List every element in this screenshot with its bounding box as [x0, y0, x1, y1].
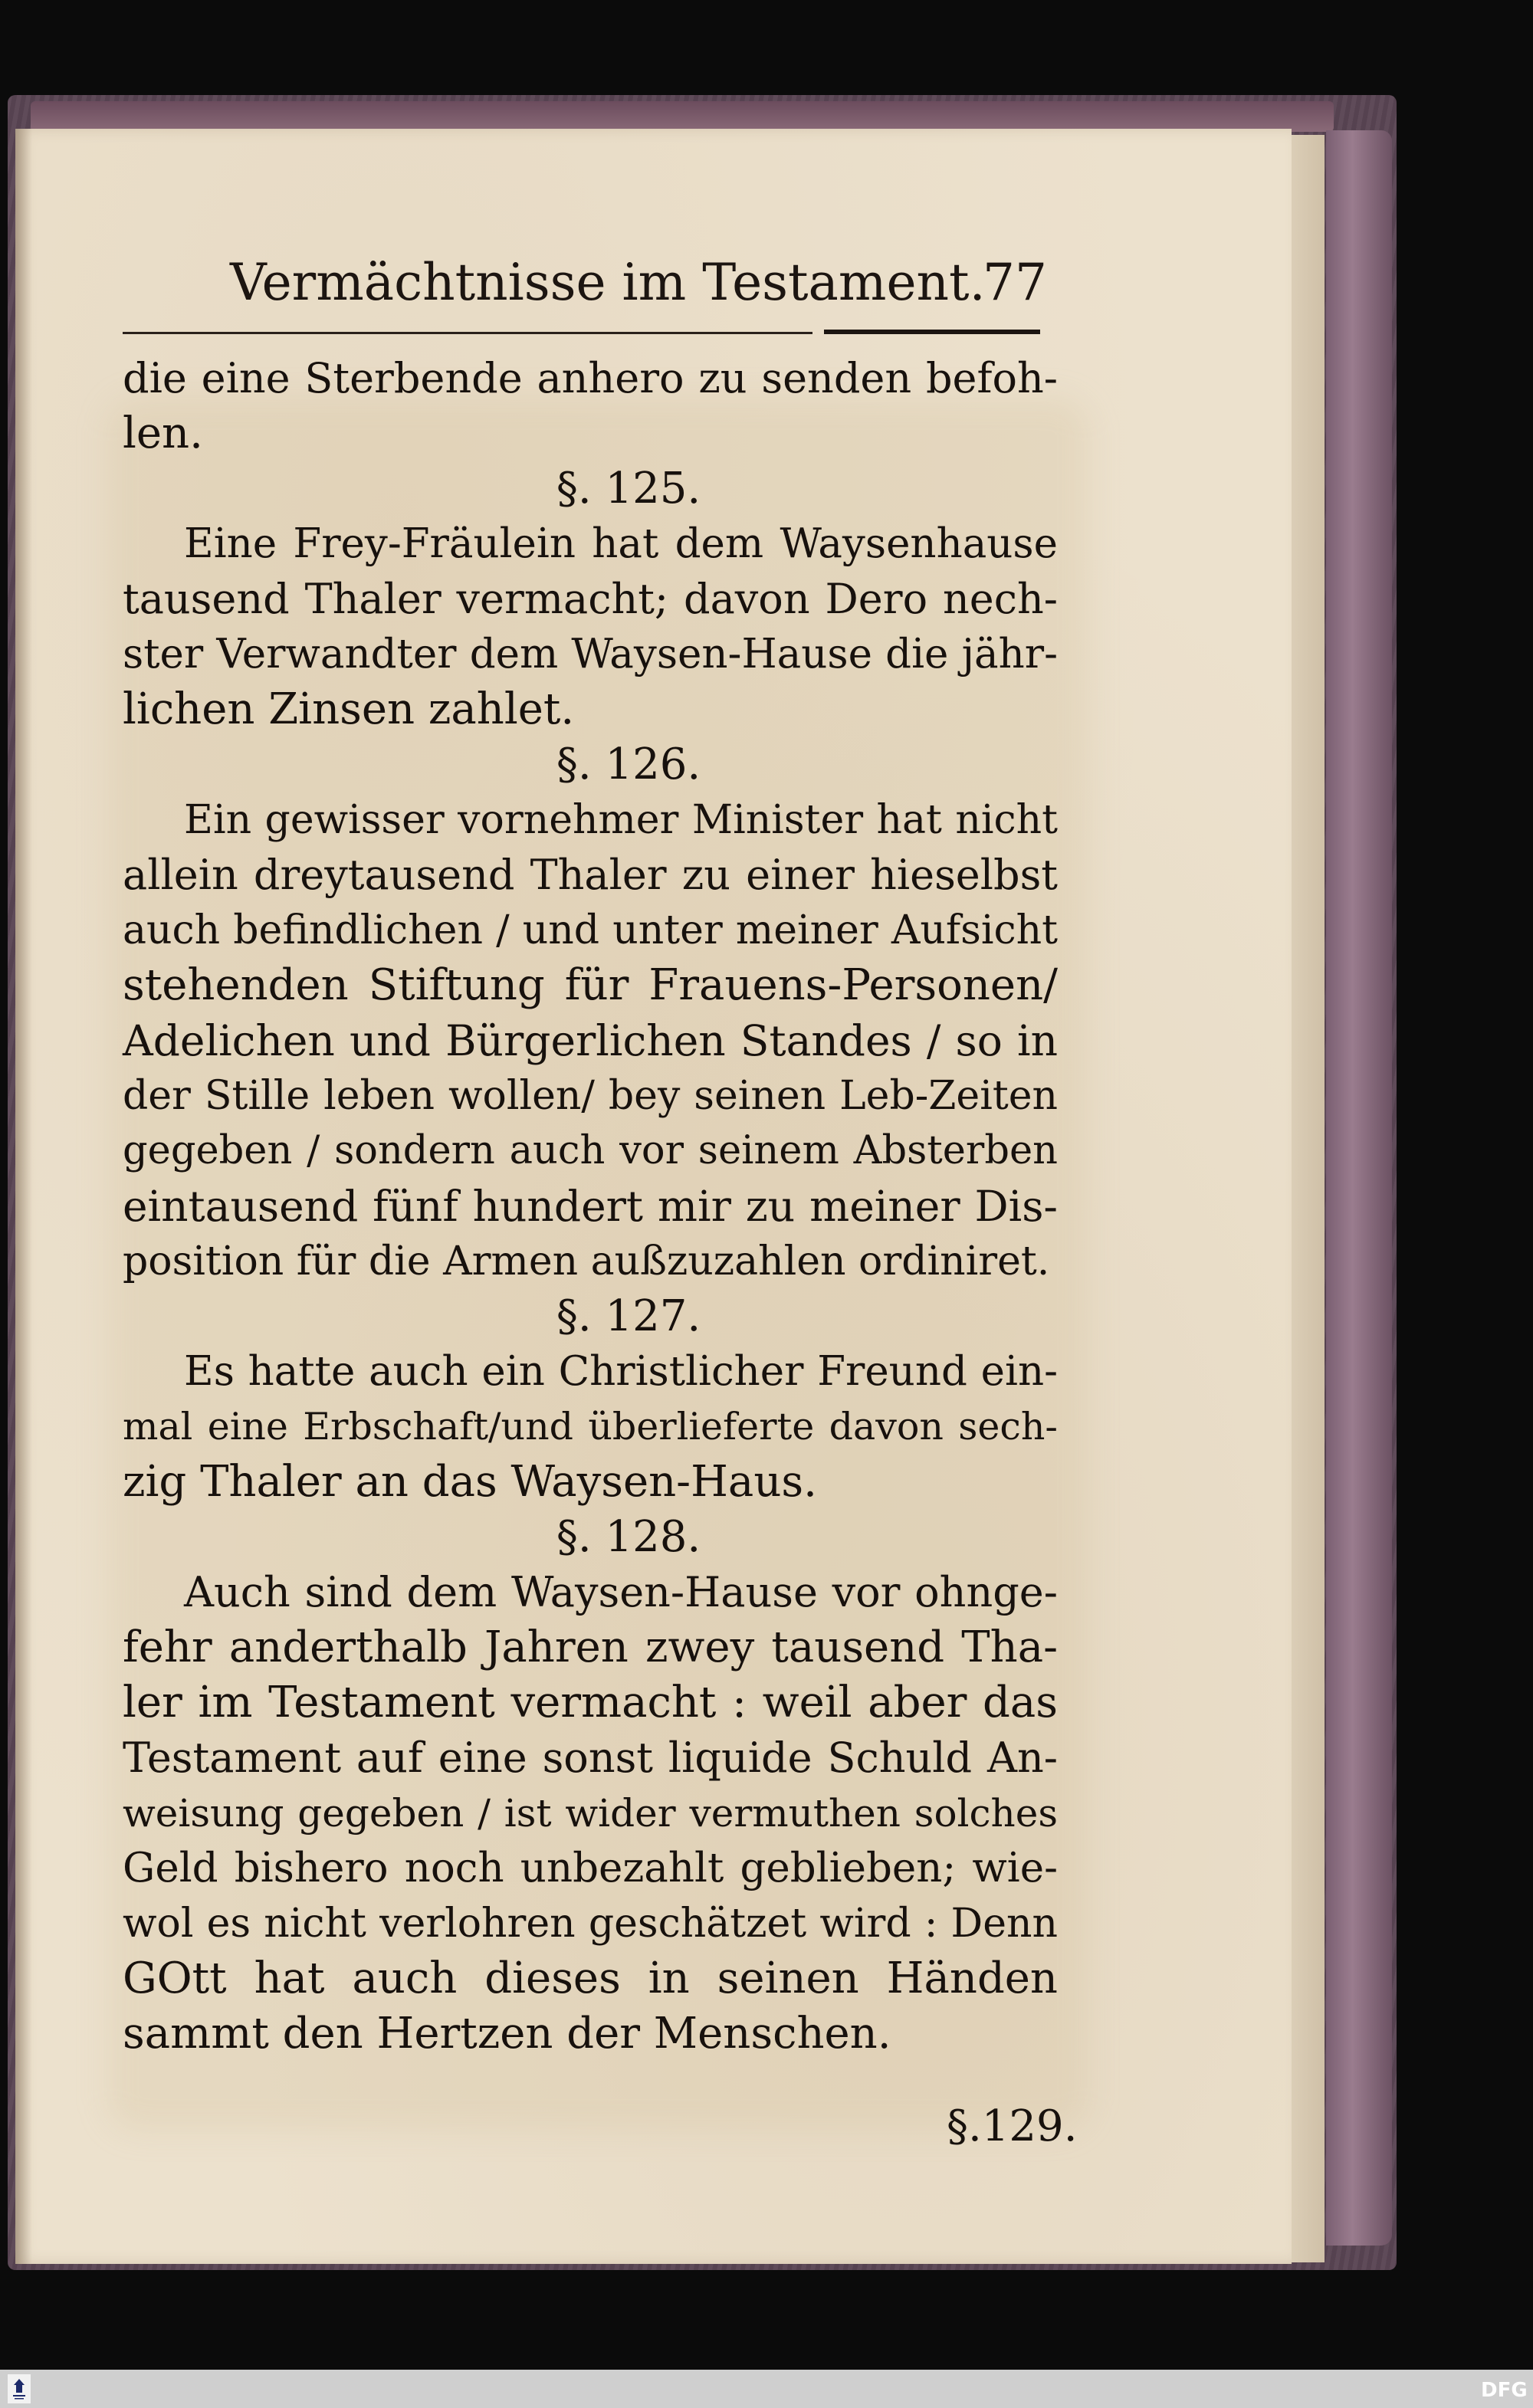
cover-fore-edge — [1326, 130, 1392, 2246]
section-heading: §. 126. — [556, 740, 701, 789]
cover-top-edge — [31, 101, 1334, 132]
text-line: GOtt hat auch dieses in seinen Händen — [123, 1954, 1058, 2003]
text-line: Geld bishero noch unbezahlt geblieben; wie- — [123, 1845, 1058, 1891]
text-line: gegeben / sondern auch vor seinem Absterben — [123, 1128, 1058, 1173]
text-line: Adelichen und Bürgerlichen Standes / so in — [123, 1016, 1058, 1065]
page-header — [230, 253, 1058, 314]
text-line: ster Verwandter dem Waysen-Hause die jähr- — [123, 631, 1058, 677]
text-line: auch befindlichen / und unter meiner Aufsicht — [123, 907, 1058, 953]
running-title: Vermächtnisse im Testament. — [230, 253, 986, 312]
section-heading: §. 127. — [556, 1291, 701, 1341]
text-line: Es hatte auch ein Christlicher Freund ein- — [184, 1348, 1058, 1395]
text-line: position für die Armen außzuzahlen ordiniret. — [123, 1238, 1050, 1284]
text-line: der Stille leben wollen/ bey seinen Leb-Zeiten — [123, 1073, 1058, 1119]
text-line: mal eine Erbschaft/und überlieferte davon sech- — [123, 1405, 1058, 1448]
text-line: Eine Frey-Fräulein hat dem Waysenhause — [184, 520, 1058, 567]
section-heading: §. 128. — [556, 1512, 701, 1562]
library-logo-icon — [8, 2374, 31, 2403]
text-line: allein dreytausend Thaler zu einer hieselbst — [123, 851, 1058, 899]
text-line: lichen Zinsen zahlet. — [123, 684, 575, 734]
text-line: wol es nicht verlohren geschätzet wird : Denn — [123, 1901, 1058, 1947]
viewer-footer-bar — [0, 2370, 1533, 2408]
text-line: die eine Sterbende anhero zu senden befoh- — [123, 354, 1058, 402]
catchword: §.129. — [947, 2101, 1078, 2151]
text-line: sammt den Hertzen der Menschen. — [123, 2009, 891, 2059]
text-line: Auch sind dem Waysen-Hause vor ohnge- — [184, 1568, 1058, 1616]
text-line: Ein gewisser vornehmer Minister hat nicht — [184, 797, 1058, 843]
text-line: fehr anderthalb Jahren zwey tausend Tha- — [123, 1622, 1058, 1672]
text-line: eintausend fünf hundert mir zu meiner Dis- — [123, 1182, 1058, 1231]
header-rule — [123, 332, 812, 334]
page-number: 77 — [983, 253, 1047, 312]
section-heading: §. 125. — [556, 464, 701, 513]
text-line: len. — [123, 408, 203, 458]
text-line: stehenden Stiftung für Frauens-Personen/ — [123, 960, 1058, 1010]
text-line: ler im Testament vermacht : weil aber das — [123, 1678, 1058, 1727]
dfg-logo: DFG — [1481, 2379, 1528, 2402]
body-text — [123, 351, 1058, 2062]
text-line: zig Thaler an das Waysen-Haus. — [123, 1457, 817, 1507]
text-line: tausend Thaler vermacht; davon Dero nech- — [123, 575, 1058, 623]
text-line: Testament auf eine sonst liquide Schuld An- — [123, 1734, 1058, 1782]
gutter-shadow — [15, 129, 32, 2264]
header-rule-thick — [824, 330, 1040, 334]
text-line: weisung gegeben / ist wider vermuthen solches — [123, 1791, 1058, 1836]
